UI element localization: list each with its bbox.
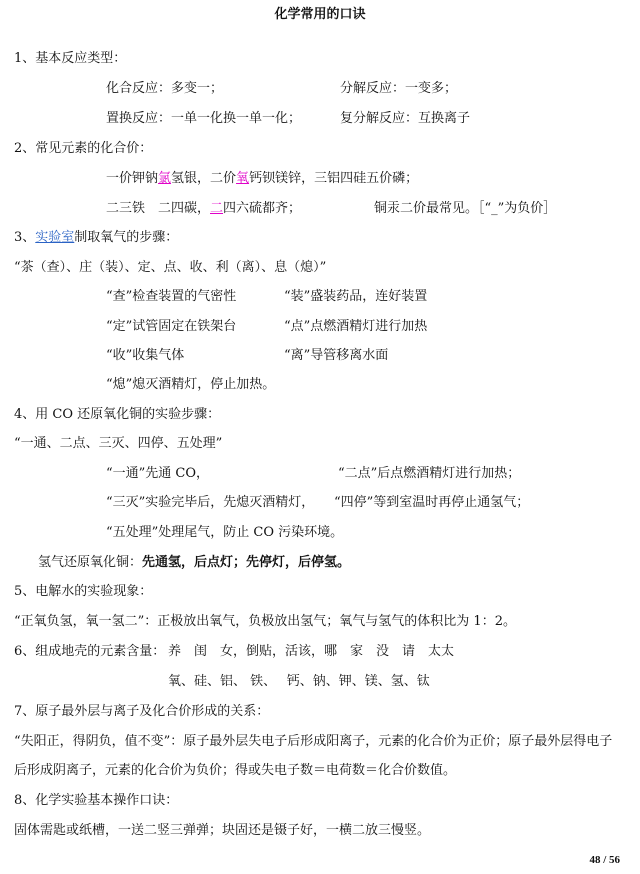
co-step-2: “二点”后点燃酒精灯进行加热； [338, 466, 521, 481]
ion-rule-line-1: “失阳正，得阴负，值不变”：原子最外层失电子后形成阳离子，元素的化合价为正价；原子最外层得电子 [14, 734, 613, 749]
valence-line-2-part-b: 四六硫都齐； [223, 201, 302, 216]
reaction-decomposition: 分解反应：一变多； [340, 81, 458, 96]
reaction-double-displacement: 复分解反应：互换离子 [340, 111, 471, 126]
reaction-combination: 化合反应：多变一； [106, 81, 224, 96]
negative-valence-chlorine: 氯 [158, 171, 172, 186]
section-2-heading: 2、常见元素的化合价： [14, 141, 153, 156]
page-number: 48 / 56 [589, 854, 620, 866]
co-step-1: “一通”先通 CO， [106, 466, 210, 481]
section-3-heading-text: 制取氧气的步骤： [74, 230, 179, 245]
oxygen-steps-mnemonic: “茶（查）、庄（装）、定、点、收、利（离）、息（熄）” [14, 260, 327, 275]
hydrogen-reduction-label: 氢气还原氧化铜： [38, 555, 143, 570]
valence-line-2-part-c: 铜汞二价最常见。［“_”为负价］ [374, 201, 557, 216]
co-step-4: “四停”等到室温时再停止通氢气； [334, 495, 530, 510]
valence-line-1-part-b: 氢银，二价 [171, 171, 237, 186]
section-1-heading: 1、基本反应类型： [14, 51, 127, 66]
section-3-number: 3、 [14, 230, 36, 245]
negative-valence-oxygen: 氧 [236, 171, 250, 186]
step-collect: “收”收集气体 [106, 348, 185, 363]
valence-line-2-part-a: 二三铁 二四碳， [106, 201, 211, 216]
co-step-3: “三灭”实验完毕后，先熄灭酒精灯， [106, 495, 315, 510]
step-check: “查”检查装置的气密性 [106, 289, 237, 304]
lab-operation-text: 固体需匙或纸槽，一送二竖三弹弹；块固还是镊子好，一横二放三慢竖。 [14, 823, 431, 838]
step-remove: “离”导管移离水面 [284, 348, 389, 363]
crust-mnemonic: 养 闺 女，倒贴，活该，哪 家 没 请 太太 [168, 644, 455, 659]
ion-rule-line-2: 后形成阴离子，元素的化合价为负价；得或失电子数＝电荷数＝化合价数值。 [14, 763, 457, 778]
co-steps-mnemonic: “一通、二点、三灭、四停、五处理” [14, 436, 223, 451]
laboratory-link[interactable]: 实验室 [35, 230, 75, 245]
step-fix: “定”试管固定在铁架台 [106, 319, 237, 334]
section-8-heading: 8、化学实验基本操作口诀： [14, 793, 179, 808]
step-extinguish: “熄”熄灭酒精灯，停止加热。 [106, 377, 276, 392]
electrolysis-text: “正氧负氢，氧一氢二”：正极放出氧气，负极放出氢气；氧气与氢气的体积比为 1：2。 [14, 614, 516, 629]
valence-line-1 [106, 170, 418, 188]
co-step-5: “五处理”处理尾气，防止 CO 污染环境。 [106, 525, 344, 540]
step-load: “装”盛装药品，连好装置 [284, 289, 428, 304]
section-6-heading: 6、组成地壳的元素含量： [14, 644, 166, 659]
crust-elements: 氧、硅、铝、 铁、 钙、钠、钾、镁、氢、钛 [168, 674, 430, 689]
reaction-displacement: 置换反应：一单一化换一单一化； [106, 111, 302, 126]
section-5-heading: 5、电解水的实验现象： [14, 584, 153, 599]
step-ignite: “点”点燃酒精灯进行加热 [284, 319, 428, 334]
hydrogen-reduction-rule: 先通氢，后点灯；先停灯，后停氢。 [142, 555, 351, 570]
section-7-heading: 7、原子最外层与离子及化合价形成的关系： [14, 704, 270, 719]
negative-valence-sulfur: 二 [210, 201, 224, 216]
valence-line-2 [106, 200, 301, 218]
section-3-heading [14, 229, 178, 247]
valence-line-1-part-a: 一价钾钠 [106, 171, 159, 186]
valence-line-1-part-c: 钙钡镁锌，三铝四硅五价磷； [249, 171, 419, 186]
page-title: 化学常用的口诀 [274, 7, 366, 22]
hydrogen-reduction-line [38, 554, 350, 572]
section-4-heading: 4、用 CO 还原氧化铜的实验步骤： [14, 407, 221, 422]
